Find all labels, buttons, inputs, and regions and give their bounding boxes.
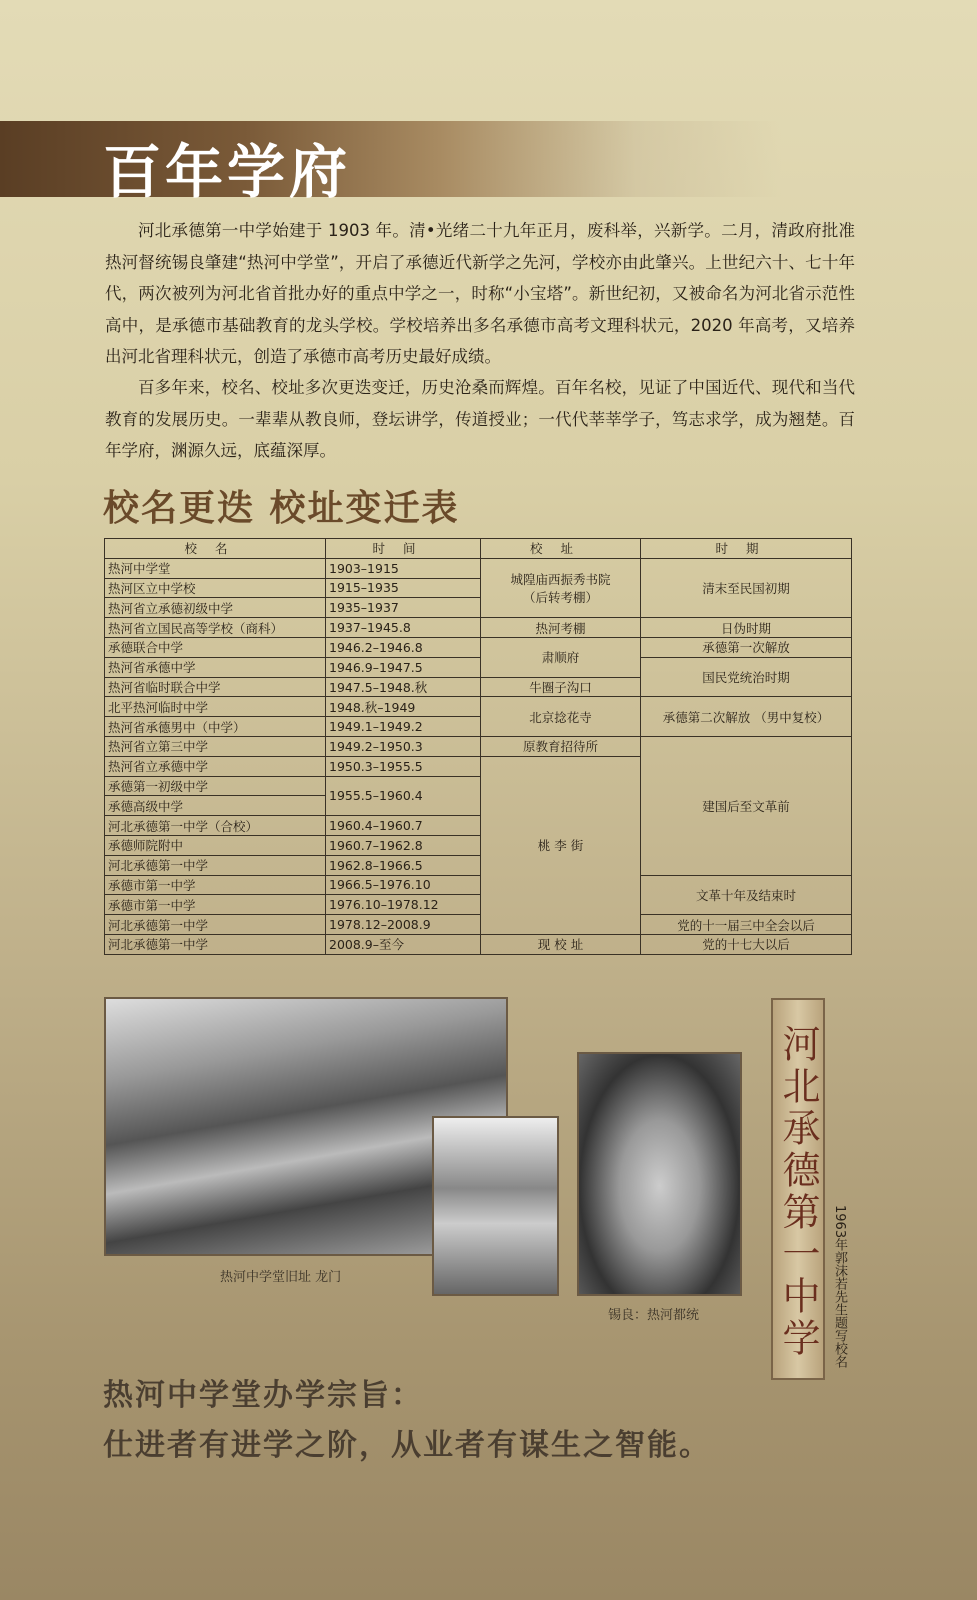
photo-caption-left: 热河中学堂旧址 龙门 [220, 1270, 342, 1285]
table-row [105, 915, 852, 935]
table-row [105, 558, 852, 578]
intro-paragraph-1: 河北承德第一中学始建于 1903 年。清•光绪二十九年正月，废科举，兴新学。二月，清政府批准热河督统锡良肇建“热河中学堂”，开启了承德近代新学之先河，学校亦由此肇兴。上世纪六十、七十年代，两次被列为河北省首批办好的重点中学之一，时称“小宝塔”。新世纪初，又被命名为河北省示范性高中，是承德市基础教育的龙头学校。学校培养出多名承德市高考文理科状元，2020 年高考，又培养出河北省理科状元，创造了承德市高考历史最好成绩。 [105, 221, 855, 366]
table-cell: 党的十一届三中全会以后 [641, 915, 852, 935]
page-title: 百年学府 [103, 138, 352, 206]
table-cell: 1960.4–1960.7 [326, 816, 481, 836]
table-cell: 热河省立承德中学 [105, 756, 326, 776]
table-cell: 河北承德第一中学 [105, 934, 326, 954]
table-cell: 热河省承德中学 [105, 657, 326, 677]
motto-text: 仕进者有进学之阶，从业者有谋生之智能。 [103, 1428, 711, 1463]
table-cell: 党的十七大以后 [641, 934, 852, 954]
intro-paragraph-2: 百多年来，校名、校址多次更迭变迁，历史沧桑而辉煌。百年名校，见证了中国近代、现代和当代教育的发展历史。一辈辈从教良师，登坛讲学，传道授业；一代代莘莘学子，笃志求学，成为翘楚。百年学府，渊源久远，底蕴深厚。 [105, 378, 855, 460]
table-cell: 1950.3–1955.5 [326, 756, 481, 776]
header-period: 时期 [641, 539, 852, 559]
table-cell: 1935–1937 [326, 598, 481, 618]
table-cell: 北京捻花寺 [481, 697, 641, 737]
table-cell: 热河省立国民高等学校（商科） [105, 618, 326, 638]
table-cell: 建国后至文革前 [641, 736, 852, 875]
table-cell: 1960.7–1962.8 [326, 835, 481, 855]
table-cell: 清末至民国初期 [641, 558, 852, 617]
calligraphy-school-name: 河北承德第一中学 [771, 998, 825, 1380]
table-row [105, 637, 852, 657]
table-cell: 1949.1–1949.2 [326, 717, 481, 737]
table-cell: 热河省承德男中（中学） [105, 717, 326, 737]
table-cell: 1948.秋–1949 [326, 697, 481, 717]
table-cell: 河北承德第一中学 [105, 915, 326, 935]
table-row [105, 657, 852, 677]
table-cell: 热河区立中学校 [105, 578, 326, 598]
table-cell: 承德市第一中学 [105, 875, 326, 895]
xiliang-portrait [577, 1052, 742, 1296]
title-banner [0, 121, 977, 206]
table-cell: 现 校 址 [481, 934, 641, 954]
table-cell: 热河考棚 [481, 618, 641, 638]
portrait-caption: 锡良：热河都统 [608, 1308, 700, 1323]
table-cell: 文革十年及结束时 [641, 875, 852, 915]
calligraphy-caption: 1963年郭沫若先生题写校名 [832, 1205, 847, 1369]
table-cell: 1903–1915 [326, 558, 481, 578]
table-cell: 承德联合中学 [105, 637, 326, 657]
table-row [105, 697, 852, 717]
table-cell: 河北承德第一中学 [105, 855, 326, 875]
table-row [105, 934, 852, 954]
table-cell: 1946.9–1947.5 [326, 657, 481, 677]
table-row [105, 736, 852, 756]
table-cell: 承德第一初级中学 [105, 776, 326, 796]
table-row [105, 875, 852, 895]
header-time: 时间 [326, 539, 481, 559]
header-address: 校址 [481, 539, 641, 559]
table-cell: 国民党统治时期 [641, 657, 852, 697]
table-cell: 1962.8–1966.5 [326, 855, 481, 875]
table-cell: 1949.2–1950.3 [326, 736, 481, 756]
table-cell: 热河省临时联合中学 [105, 677, 326, 697]
header-name: 校名 [105, 539, 326, 559]
table-cell: 1937–1945.8 [326, 618, 481, 638]
table-cell: 1976.10–1978.12 [326, 895, 481, 915]
table-cell: 城隍庙西振秀书院 （后转考棚） [481, 558, 641, 617]
table-cell: 1966.5–1976.10 [326, 875, 481, 895]
table-cell: 牛圈子沟口 [481, 677, 641, 697]
table-cell: 2008.9–至今 [326, 934, 481, 954]
dragon-gate-photo [432, 1116, 559, 1296]
table-cell: 承德师院附中 [105, 835, 326, 855]
table-cell: 肃顺府 [481, 637, 641, 677]
table-cell: 河北承德第一中学（合校） [105, 816, 326, 836]
table-cell: 1947.5–1948.秋 [326, 677, 481, 697]
school-history-table [104, 538, 852, 955]
table-cell: 桃 李 街 [481, 756, 641, 934]
table-cell: 原教育招待所 [481, 736, 641, 756]
table-cell: 日伪时期 [641, 618, 852, 638]
table-title: 校名更迭 校址变迁表 [103, 487, 460, 529]
table-cell: 承德高级中学 [105, 796, 326, 816]
table-cell: 1946.2–1946.8 [326, 637, 481, 657]
table-cell: 承德第一次解放 [641, 637, 852, 657]
table-row [105, 618, 852, 638]
table-cell: 1955.5–1960.4 [326, 776, 481, 816]
table-cell: 承德市第一中学 [105, 895, 326, 915]
table-cell: 1978.12–2008.9 [326, 915, 481, 935]
table-cell: 热河省立承德初级中学 [105, 598, 326, 618]
table-cell: 北平热河临时中学 [105, 697, 326, 717]
table-cell: 1915–1935 [326, 578, 481, 598]
table-cell: 热河省立第三中学 [105, 736, 326, 756]
table-cell: 热河中学堂 [105, 558, 326, 578]
table-cell: 承德第二次解放 （男中复校） [641, 697, 852, 737]
motto-heading: 热河中学堂办学宗旨： [103, 1378, 423, 1413]
